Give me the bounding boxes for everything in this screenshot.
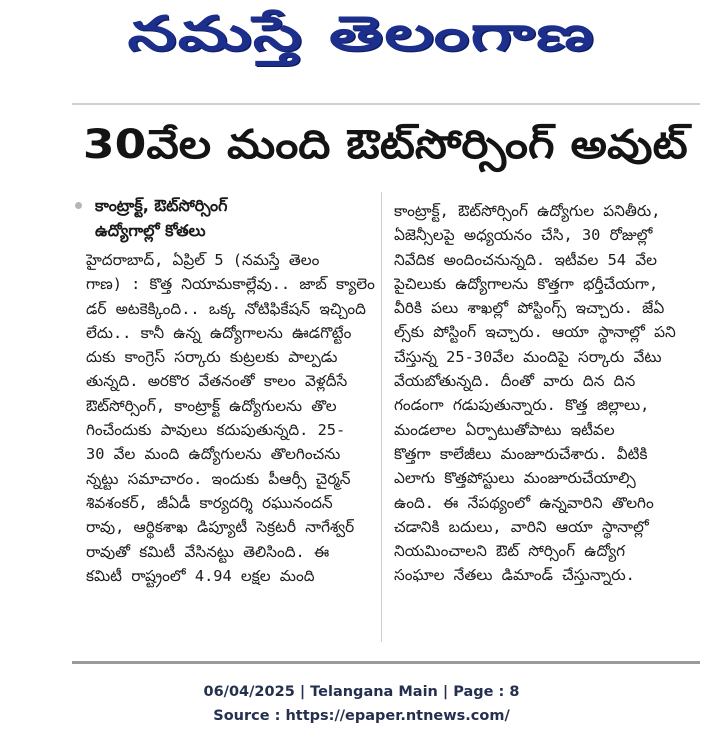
subheadline-line: ఉద్యోగాల్లో కోతలు bbox=[95, 221, 206, 240]
text-line: గాణ) : కొత్త నియామకాల్లేవు.. జాబ్ క్యాలెం bbox=[86, 275, 375, 294]
text-line: న్నట్టు సమాచారం. ఇందుకు పీఆర్సీ చైర్మన్ bbox=[86, 469, 351, 488]
text-line: శివశంకర్, జీఏడీ కార్యదర్శి రఘునందన్ bbox=[86, 493, 333, 512]
text-line: గండంగా గడుపుతున్నారు. కొత్త జిల్లాలు, bbox=[394, 396, 650, 415]
subheadline-line: కాంట్రాక్ట్, ఔట్‌సోర్సింగ్ bbox=[95, 196, 228, 215]
text-line: తున్నది. అరకొర వేతనంతో కాలం వెళ్లదీసే bbox=[86, 372, 348, 391]
text-line: ఏజెన్సీలపై అధ్యయనం చేసి, 30 రోజుల్లో bbox=[394, 226, 653, 245]
source-link[interactable]: Source : https://epaper.ntnews.com/ bbox=[213, 708, 510, 724]
text-line: నియమించాలని ఔట్ సోర్సింగ్ ఉద్యోగ bbox=[394, 542, 626, 561]
text-line: లేదు.. కానీ ఉన్న ఉద్యోగాలను ఊడగొట్టేం bbox=[86, 323, 352, 342]
text-line: చేస్తున్న 25-30వేల మందిపై సర్కారు వేటు bbox=[394, 347, 662, 366]
masthead bbox=[0, 4, 723, 76]
text-line: నివేదిక అందించనున్నది. ఇటీవల 54 వేల bbox=[394, 250, 657, 269]
text-line: రావు, ఆర్థికశాఖ డిప్యూటీ సెక్రటరీ నాగేశ్వర్ bbox=[86, 518, 355, 537]
text-line: దుకు కాంగ్రెస్ సర్కారు కుట్రలకు పాల్పడు bbox=[86, 348, 338, 367]
text-line: ఎలాగు కొత్తపోస్టులు మంజూరుచేయాల్సి bbox=[394, 469, 636, 488]
text-line: కమిటీ రాష్ట్రంలో 4.94 లక్షల మంది bbox=[86, 566, 315, 585]
newspaper-logo: నమస్తే తెలంగాణ bbox=[127, 6, 596, 62]
edition-info: 06/04/2025 | Telangana Main | Page : 8 bbox=[203, 684, 520, 700]
footer bbox=[0, 680, 723, 728]
article-column-left bbox=[86, 248, 376, 588]
bottom-divider bbox=[72, 661, 700, 664]
column-divider bbox=[381, 192, 382, 642]
text-line: హైదరాబాద్, ఏప్రిల్ 5 (నమస్తే తెలం bbox=[86, 251, 320, 269]
headline: 30వేల మంది ఔట్‌సోర్సింగ్ అవుట్ bbox=[82, 122, 688, 168]
text-line: 30 వేల మంది ఉద్యోగులను తొలగించను bbox=[86, 445, 341, 464]
text-line: ల్స్‌కు పోస్టింగ్ ఇచ్చారు. ఆయా స్థానాల్లో పని bbox=[394, 323, 676, 342]
text-line: ఉంది. ఈ నేపథ్యంలో ఉన్నవారిని తొలగిం bbox=[394, 493, 654, 512]
text-line: వీరికి పలు శాఖల్లో పోస్టింగ్స్ ఇచ్చారు. జేఏ bbox=[394, 299, 665, 318]
text-line: రావుతో కమిటీ వేసినట్టు తెలిసింది. ఈ bbox=[86, 542, 330, 561]
subheadline bbox=[75, 193, 375, 243]
text-line: మండలాల ఏర్పాటుతోపాటు ఇటీవల bbox=[394, 420, 615, 439]
text-line: చడానికి బదులు, వారిని ఆయా స్థానాల్లో bbox=[394, 517, 649, 536]
bullet-icon bbox=[75, 202, 82, 209]
text-line: సంఘాల నేతలు డిమాండ్ చేస్తున్నారు. bbox=[394, 566, 635, 585]
text-line: పైచిలుకు ఉద్యోగాలను కొత్తగా భర్తీచేయగా, bbox=[394, 274, 659, 293]
article-column-right bbox=[394, 199, 694, 588]
top-divider bbox=[72, 103, 700, 105]
text-line: వేయబోతున్నది. దీంతో వారు దిన దిన bbox=[394, 372, 636, 391]
headline-block bbox=[60, 118, 710, 182]
text-line: ఔట్‌సోర్సింగ్, కాంట్రాక్ట్ ఉద్యోగులను తొల bbox=[86, 396, 337, 415]
text-line: డర్ అటకెక్కింది.. ఒక్క నోటిఫికేషన్ ఇచ్చింది bbox=[86, 299, 366, 318]
text-line: కాంట్రాక్ట్, ఔట్‌సోర్సింగ్ ఉద్యోగుల పనితీరు, bbox=[394, 202, 661, 220]
text-line: గించేందుకు పావులు కదుపుతున్నది. 25- bbox=[86, 421, 346, 440]
text-line: కొత్తగా కాలేజీలు మంజూరుచేశారు. వీటికి bbox=[394, 444, 648, 463]
